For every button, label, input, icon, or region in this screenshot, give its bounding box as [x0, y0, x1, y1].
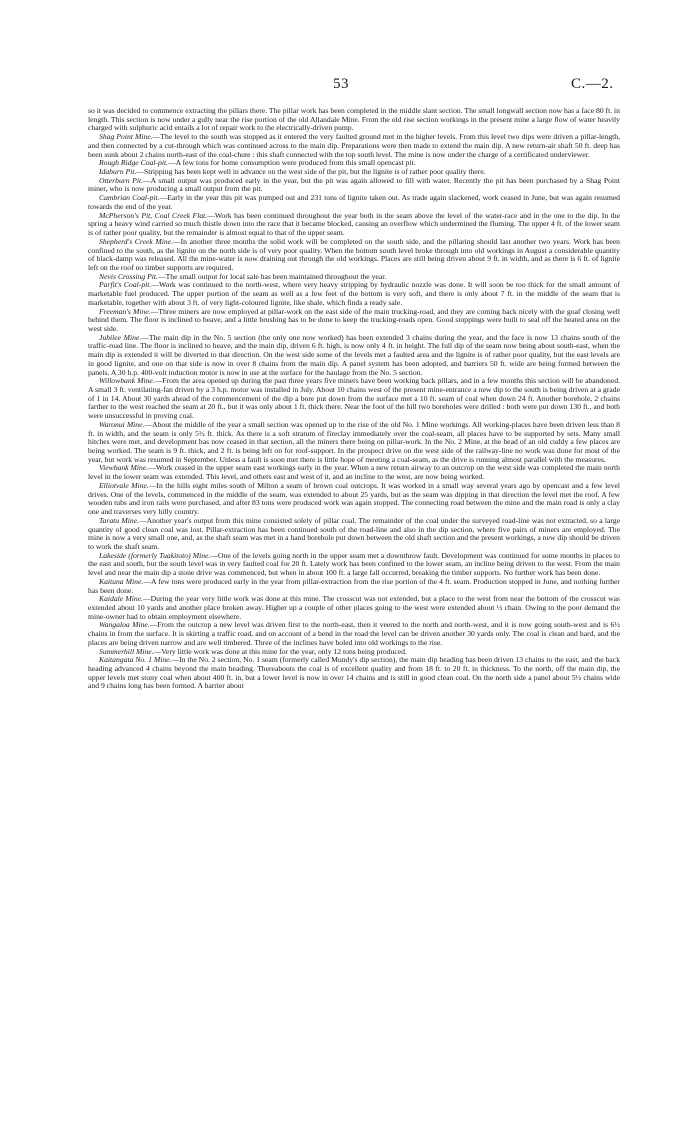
paragraph [88, 377, 620, 421]
paragraph-title: Otterburn Pit. [99, 175, 144, 185]
paragraph-text: —In the hills eight miles south of Milton a seam of brown coal outcrops. It was worked in a small way several years ago by opencast and a few level drives. One of the levels, commenced in the middle of the seam, was extended to about 25 yards, but as the seam was dipping in that direction the level met the roof. A few wooden tubs and iron rails were purchased, and after 83 tons were produced work was again stopped. The connecting road between the mine and the main road is only a clay one and traverses very hilly country. [88, 480, 620, 517]
paragraph-title: Wangaloa Mine. [99, 620, 150, 630]
paragraph [88, 621, 620, 647]
paragraph-text: —Early in the year this pit was pumped out and 231 tons of lignite taken out. As trade again slackened, work ceased in June, but was again resumed towards the end of the year. [88, 193, 620, 211]
paragraph-title: Kaitangata No. 1 Mine. [99, 655, 172, 665]
paragraph [88, 212, 620, 238]
paragraph-title: McPherson's Pit, Coal Creek Flat. [99, 210, 208, 220]
paragraph-title: Elliotvale Mine. [99, 480, 149, 490]
paragraph [88, 517, 620, 552]
paragraph-text: —The small output for local sale has been maintained throughout the year. [157, 271, 387, 281]
paragraph-text: —From the area opened up during the past three years five miners have been working back pillars, and in a few months this section will be abandoned. A small 3 ft. ventilating-fan driven by a 3 h.p. motor was installed in July. About 10 chains west of the present mine-entrance a new dip to the south is being driven at a grade of 1 in 14. About 30 yards ahead of the commencement of the dip a bore put down from the surface met a 10 ft. seam of coal when down 24 ft. Another borehole, 2 chains farther to the west reached the seam at 20 ft., but it was only about 1 ft. thick there. Near the foot of the hill two boreholes were drilled : both were put down 130 ft., and both were unsuccessful in proving coal. [88, 376, 621, 421]
paragraph [88, 464, 620, 481]
paragraph-text: —A few tons were produced early in the year from pillar-extraction from the rise portion of the 4 ft. seam. Production stopped in June, and nothing further has been done. [88, 576, 620, 595]
paragraph [88, 334, 620, 378]
paragraph [88, 133, 620, 159]
paragraph-title: Summerhill Mine. [99, 646, 154, 656]
paragraph-text: —In the No. 2 section, No. 1 seam (formerly called Mundy's dip section), the main dip heading has been driven 13 chains to the east, and the back heading advanced 4 chains beyond the main heading. Thereabouts the coal is of excellent quality and from 18 ft. to 20 ft. in thickness. To the north, off the main dip, the upper levels met stony coal when about 400 ft. in, but a lower level is now in over 14 chains and is still in good clean coal. On the north side a panel about 5½ chains wide and 9 chains long has been formed. A barrier about [88, 655, 621, 691]
paragraph [88, 107, 620, 133]
paragraph-title: Kaituna Mine. [99, 576, 144, 586]
paragraph-text: —A small output was produced early in the year, but the pit was again allowed to fill with water. Recently the pit has been purchased by a Shag Point miner, who is now producing a small output from the pit. [88, 175, 620, 194]
paragraph [88, 238, 620, 273]
paragraph [88, 177, 620, 194]
paragraph-text: so it was decided to commence extracting the pillars there. The pillar work has been completed in the middle slant section. The small longwall section now has a face 80 ft. in length. This section is now under a gully near the rise portion of the old Allandale Mine. From the old rise section workings in the present mine a large flow of water heavily charged with sulphuric acid entails a lot of repair work to the electrically-driven pump. [88, 106, 620, 133]
paragraph-title: Waronui Mine. [99, 419, 145, 429]
paragraph-title: Kaidale Mine. [99, 594, 143, 604]
paragraph [88, 595, 620, 621]
paragraph-title: Lakeside (formerly Tuakitoto) Mine. [99, 550, 211, 560]
paragraph-text: —From the outcrop a new level was driven first to the north-east, then it veered to the north and north-west, and it is now going south-west and is 6½ chains in from the surface. It is skirting a traffic road, and on account of a bend in the road the level can be driven another 30 yards only. The coal is clean and hard, and the places are being driven narrow and are well timbered. Three of the inclines have holed into old workings to the rise. [88, 620, 620, 647]
paragraph [88, 421, 620, 465]
paragraph-text: —Another year's output from this mine consisted solely of pillar coal. The remainder of the coal under the surveyed road-line was not extracted, so a large quantity of good clean coal was lost. Pillar-extraction has been continued south of the road-line and also in the dip section, where five pairs of miners are employed. The mine is now a very small one, and, as the shaft seam was met in a hand borehole put down between the old shaft section and the present workings, a new dip should be driven to work the shaft seam. [88, 515, 620, 551]
paragraph [88, 308, 620, 334]
paragraph-title: Nevis Crossing Pit. [99, 271, 158, 281]
paragraph-text: —Work ceased in the upper seam east workings early in the year. When a new return airway to an outcrop on the west side was completed the main north level in the lower seam was extended. This level, and others east and west of it, and an incline to the west, are now being worked. [88, 463, 620, 482]
paragraph-text: —A few tons for home consumption were produced from this small opencast pit. [167, 158, 416, 168]
paragraph-text: —Work was continued to the north-west, where very heavy stripping by hydraulic nozzle was done. It will soon be too thick for the small amount of marketable fuel produced. The upper portion of the seam as well as a few feet of the bottom is very soft, and there is only about 7 ft. in the middle of the seam that is marketable, together with about 3 ft. of very light-coloured lignite, like shale, which finds a ready sale. [88, 280, 620, 307]
paragraph-title: Cambrian Coal-pit. [99, 193, 160, 203]
page-number: 53 [333, 76, 349, 92]
paragraph-text: —About the middle of the year a small section was opened up to the rise of the old No. 1 Mine workings. All working-places have been driven less than 8 ft. in width, and the seam is only 5½ ft. thick. As there is a soft stratum of fireclay immediately over the coal-seam, all places have to be supported by sets. Many small hitches were met, and development has now ceased in that section, all the miners there being on pillar-work. In the No. 2 Mine, at the head of an old cuddy a few places are being worked. The seam is 9 ft. thick, and 2 ft. is being left on for roof-support. In the prospect drive on the west side of the railway-line no work was done for most of the year, but work was resumed in September. Unless a fault is soon met there is little hope of meeting a coal-seam, as the drive is running almost parallel with the measures. [88, 419, 621, 464]
paragraph-text: —The level to the south was stopped as it entered the very faulted ground met in the higher levels. From this level two dips were driven a pillar-length, and then connected by a cut-through which was continued across to the main dip. Preparations were then made to extend the main dip. A new return-air shaft 50 ft. deep has been sunk about 2 chains north-east of the coal-chute : this shaft connected with the top south level. The mine is now under the charge of a certificated underviewer. [88, 132, 621, 159]
paragraph [88, 656, 620, 691]
paragraph-title: Taratu Mine. [99, 515, 139, 525]
paragraph-text: —Very little work was done at this mine for the year, only 12 tons being produced. [153, 646, 407, 656]
body-text [88, 107, 620, 691]
paragraph [88, 578, 620, 595]
document-reference: C.—2. [571, 76, 614, 92]
paragraph [88, 552, 620, 578]
paragraph-text: —The main dip in the No. 5 section (the only one now worked) has been extended 3 chains during the year, and the face is now 13 chains south of the traffic-road line. The floor is inclined to heave, and the main dip, driven 6 ft. high, is now only 4 ft. in height. The full dip of the seam now being about south-east, when the main dip is extended it will be diverted to that direction. On the west side some of the levels met a faulted area and the lignite is of rather poor quality, but the east levels are in good lignite, and one on that side is now in over 8 chains from the main dip. A panel system has been adopted, and barriers 50 ft. wide are being formed between the panels. A 30 h.p. 400-volt induction motor is now in use at the surface for the haulage from the No. 5 section. [88, 332, 620, 377]
paragraph [88, 194, 620, 211]
paragraph-text: —Three miners are now employed at pillar-work on the east side of the main trucking-road, and they are coming back nicely with the goaf closing well behind them. The floor is inclined to heave, and a little brushing has to be done to keep the trucking-roads open. Good stoppings were built to seal off the heated area on the west side. [88, 306, 620, 333]
paragraph-text: —In another three months the solid work will be completed on the south side, and the pillaring should last another two years. Work has been confined to the south, as the lignite on the north side is of very poor quality. When the bottom south level broke through into old workings in August a considerable quantity of black-damp was released. All the mine-water is now draining out through the old workings. Places are still being driven about 9 ft. in width, and as there is 6 ft. of lignite left on the roof no timber supports are required. [88, 236, 621, 272]
paragraph-title: Freeman's Mine. [99, 306, 151, 316]
paragraph [88, 482, 620, 517]
paragraph-text: —During the year very little work was done at this mine. The crosscut was not extended, but a place to the west from near the bottom of the crosscut was extended about 10 yards and another place broken away. Higher up a couple of other places going to the west were extended about ½ chain. Owing to the poor demand the mine-owner had to obtain employment elsewhere. [88, 594, 620, 621]
paragraph-title: Parfit's Coal-pit. [99, 280, 152, 290]
paragraph-title: Jubilee Mine. [99, 332, 142, 342]
page-header [0, 76, 700, 96]
paragraph-title: Shepherd's Creek Mine. [99, 236, 173, 246]
paragraph [88, 281, 620, 307]
paragraph-text: —One of the levels going north in the upper seam met a downthrow fault. Development was continued for some months in places to the east and south, but the south level was in very faulted coal for 20 ft. Lately work has been confined to the lower seam, an incline being driven to the west. From the main level and near the main dip a stone drive was commenced, but when in about 100 ft. a large fall occurred, breaking the timber supports. No further work has been done. [88, 550, 620, 578]
paragraph-text: —Stripping has been kept well in advance on the west side of the pit, but the lignite is of rather poor quality there. [136, 167, 486, 177]
paragraph-title: Idaburn Pit. [99, 167, 137, 177]
paragraph-title: Willowbank Mine. [99, 376, 155, 386]
paragraph-title: Rough Ridge Coal-pit. [99, 158, 168, 168]
paragraph-text: —Work has been continued throughout the year both in the seam above the level of the water-race and in the one to the dip. In the spring a heavy wind carried so much thistle down into the race that it became blocked, causing an overflow which undermined the fluming. The upper 4 ft. of the lower seam is of rather poor quality, but the remainder is almost equal to that of the upper seam. [88, 210, 620, 238]
paragraph-title: Shag Point Mine. [99, 132, 153, 142]
paragraph-title: Viewbank Mine. [99, 463, 149, 473]
